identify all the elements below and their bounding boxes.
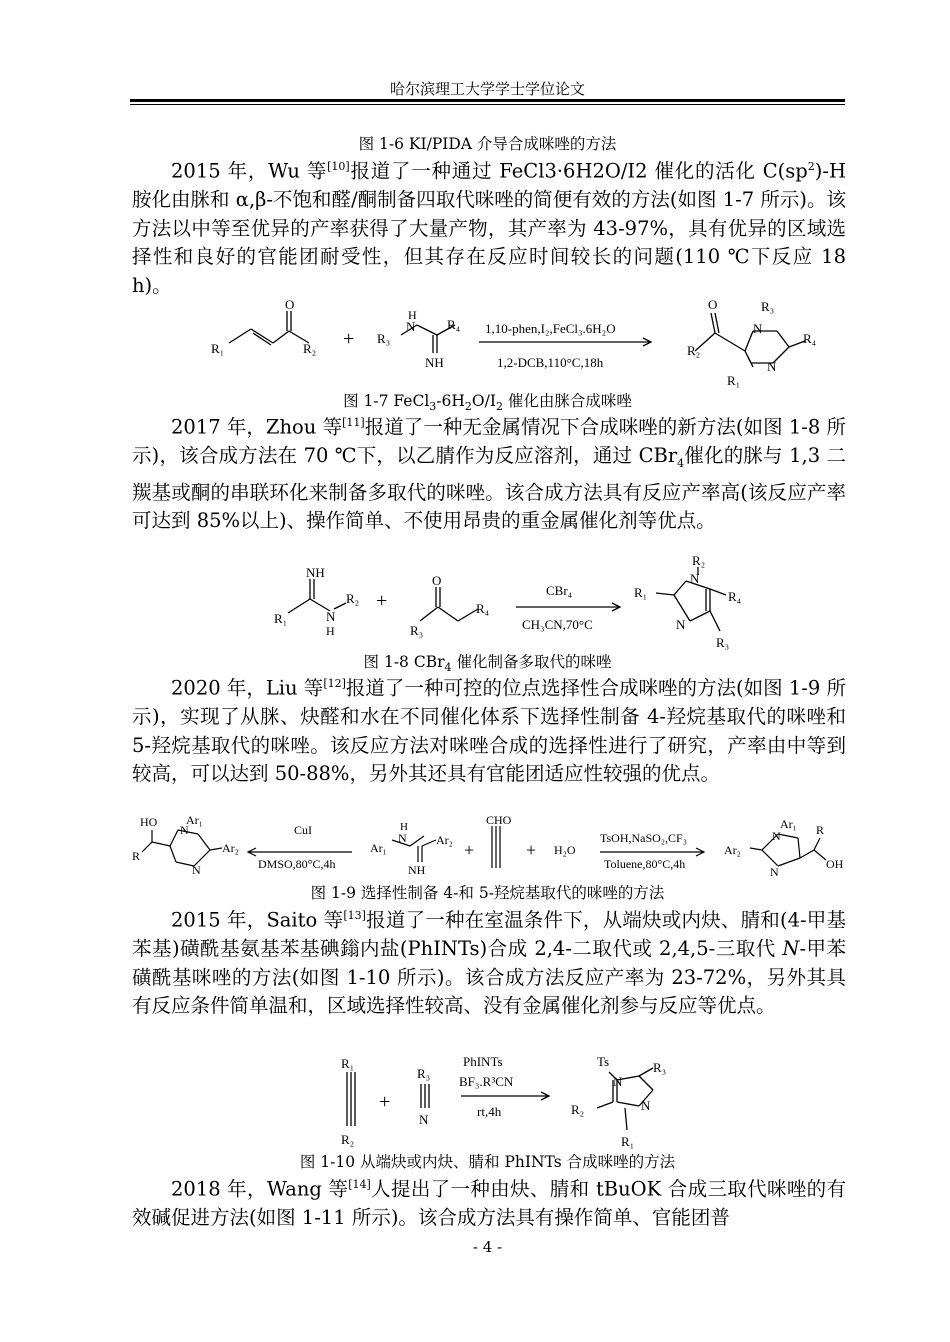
fig110-n: N (419, 1112, 429, 1127)
fig17-prod-o: O (708, 297, 718, 312)
fig17-cap-d: 催化由脒合成咪唑 (502, 392, 632, 410)
fig17-h: H (408, 308, 417, 322)
figure-1-9-scheme (130, 812, 850, 880)
fig18-cond-top: CBr₄ (546, 583, 573, 598)
p1-text-b: 报道了一种通过 FeCl3·6H2O/I2 催化的活化 C(sp (349, 159, 808, 183)
fig18-r2: R₂ (346, 591, 360, 606)
fig19-cond-right-top: TsOH,NaSO₂,CF₃ (600, 831, 687, 845)
p3-text-a: 2020 年，Liu 等 (171, 676, 324, 700)
fig17-r2: R₂ (303, 341, 317, 356)
fig18-o: O (432, 573, 442, 588)
fig110-r2: R₂ (341, 1132, 355, 1147)
p3-ref: [12] (323, 677, 346, 690)
fig17-cond-bottom: 1,2-DCB,110°C,18h (497, 355, 604, 370)
fig17-prod-r1: R₁ (727, 373, 741, 388)
fig17-prod-n1: N (753, 321, 763, 336)
fig18-prod-r4: R₄ (728, 589, 742, 604)
fig110-prod-ts: Ts (597, 1054, 610, 1069)
p4-text-b: 报道了一种在室温条件下，从端炔或内炔、腈和(4-甲基苯基)磺酰基氨基苯基碘鎓内盐(PhINTs)合成 2,4-二取代或 2,4,5-三取代 (132, 908, 846, 961)
p1-ref: [10] (327, 160, 350, 173)
fig18-prod-r2: R₂ (692, 553, 706, 568)
figure-1-8-scheme (270, 553, 780, 650)
header-rule-thin (130, 104, 845, 105)
fig110-prod-r2: R₂ (571, 1102, 585, 1117)
p4-italic-n: N (782, 937, 800, 961)
fig19-right-r: R (816, 823, 825, 837)
p2-ref: [11] (342, 416, 365, 429)
figure-1-7-scheme (205, 295, 825, 388)
fig19-right-ar1: Ar₁ (780, 817, 797, 831)
fig17-cap-b: -6H (436, 392, 465, 410)
fig19-right-ar2: Ar₂ (724, 843, 741, 857)
fig18-r4: R₄ (476, 601, 490, 616)
p3-text-b: 报道了一种可控的位点选择性合成咪唑的方法(如图 1-9 所示)，实现了从脒、炔醛和水在不同催化体系下选择性制备 4-羟烷基取代的咪唑和 5-羟烷基取代的咪唑。该反应方法对咪唑合成的选择性进行了研究，产率由中等到较高，可以达到 50-88%，另外其还具有官能团适应性较强的优点。 (132, 676, 846, 786)
fig18-cap-b: 催化制备多取代的咪唑 (451, 653, 612, 671)
fig110-prod-n2: N (641, 1098, 651, 1113)
fig18-prod-n2: N (676, 617, 686, 632)
paragraph-saito (132, 902, 846, 1021)
fig19-cond-left-top: CuI (294, 823, 312, 837)
p5-ref: [14] (348, 1178, 371, 1191)
fig19-right-n1: N (772, 829, 781, 843)
fig110-cond-top2: BF₃.R³CN (459, 1074, 514, 1089)
p4-text-c: -甲苯磺酰基咪唑的方法(如图 1-10 所示)。该合成方法反应产率为 23-72%，另外其具有反应条件简单温和，区域选择性较高、没有金属催化剂参与反应等优点。 (132, 937, 846, 1018)
fig19-right-n2: N (770, 865, 779, 879)
fig19-plus2: + (526, 840, 537, 860)
fig18-cap-a: 图 1-8 CBr (363, 653, 445, 671)
p2-text-a: 2017 年，Zhou 等 (171, 415, 343, 439)
header-rule-thick (130, 99, 845, 102)
fig17-r3: R₃ (377, 331, 391, 346)
fig18-cap-sub: 4 (444, 661, 452, 675)
fig17-r1: R₁ (211, 341, 225, 356)
fig18-h: H (326, 624, 335, 638)
fig19-cond-right-bottom: Toluene,80°C,4h (604, 857, 686, 871)
fig18-cond-bottom: CH₃CN,70°C (522, 617, 593, 632)
running-header: 哈尔滨理工大学学士学位论文 (389, 80, 585, 98)
fig17-n: N (406, 319, 416, 334)
paragraph-wu (132, 153, 846, 300)
fig18-prod-r3: R₃ (716, 635, 730, 650)
fig18-prod-n1: N (690, 571, 700, 586)
fig19-amidine-nh: NH (408, 863, 426, 877)
p5-text-a: 2018 年，Wang 等 (171, 1177, 349, 1201)
fig17-cap-sub1: 3 (429, 400, 437, 414)
fig17-cond-top: 1,10-phen,I₂,FeCl₃.6H₂O (485, 321, 616, 336)
fig18-plus: + (376, 590, 388, 612)
fig110-cond-bottom: rt,4h (477, 1104, 502, 1119)
fig18-prod-r1: R₁ (634, 585, 648, 600)
p2-text-b: 报道了一种无金属情况下合成咪唑的新方法(如图 1-8 所示)，该合成方法在 70 ℃下，以乙腈作为反应溶剂，通过 CBr (132, 415, 846, 468)
paragraph-wang (132, 1171, 846, 1233)
fig19-plus1: + (464, 840, 475, 860)
fig110-prod-r3: R₃ (653, 1060, 667, 1075)
fig17-prod-r4: R₄ (803, 331, 817, 346)
fig19-amidine-h: H (400, 821, 408, 833)
fig19-cond-left-bottom: DMSO,80°C,4h (258, 857, 336, 871)
figure-1-6-caption: 图 1-6 KI/PIDA 介导合成咪唑的方法 (358, 135, 617, 153)
fig17-cap-c: O/I (471, 392, 496, 410)
fig19-h2o: H₂O (554, 843, 576, 857)
paragraph-zhou (132, 409, 846, 536)
fig110-r3: R₃ (417, 1066, 431, 1081)
p2-text-c: 催化的脒与 1,3 二羰基或酮的串联环化来制备多取代的咪唑。该合成方法具有反应产率高(该反应产率可达到 85%以上)、操作简单、不使用昂贵的重金属催化剂等优点。 (132, 444, 846, 533)
paragraph-liu (132, 670, 846, 789)
fig18-r1: R₁ (274, 611, 288, 626)
fig19-left-n2: N (192, 863, 201, 877)
fig19-left-ho: HO (140, 815, 158, 829)
fig19-left-ar1: Ar₁ (186, 813, 203, 827)
p1-text-a: 2015 年，Wu 等 (171, 159, 328, 183)
fig110-prod-n1: N (613, 1074, 623, 1089)
fig17-nh: NH (425, 355, 444, 370)
fig19-left-r: R (132, 849, 141, 863)
fig18-nh: NH (306, 565, 325, 580)
fig19-amidine-n: N (398, 831, 407, 845)
fig19-left-ar2: Ar₂ (222, 841, 239, 855)
fig17-cap-sub2: 2 (464, 400, 472, 414)
figure-1-10-scheme (335, 1050, 695, 1148)
fig19-amidine-ar1: Ar₁ (370, 841, 387, 855)
fig17-prod-r2: R₂ (687, 343, 701, 358)
fig17-prod-n2: N (767, 359, 777, 374)
p1-sup: 2 (807, 160, 815, 173)
fig17-r4: R₄ (447, 317, 461, 332)
fig17-prod-r3: R₃ (761, 299, 775, 314)
p1-text-c: )-H 胺化由脒和 α,β-不饱和醛/酮制备四取代咪唑的简便有效的方法(如图 1-7 所示)。该方法以中等至优异的产率获得了大量产物，其产率为 43-97%，具有优异的区域选择性和良好的官能团耐受性，但其存在反应时间较长的问题(110 ℃下反应 18 h)。 (132, 159, 846, 297)
fig110-cond-top1: PhINTs (463, 1054, 503, 1069)
fig19-left-n1: N (180, 823, 189, 837)
fig110-r1: R₁ (341, 1056, 355, 1071)
fig18-n: N (326, 609, 336, 624)
fig17-o: O (285, 297, 295, 312)
fig17-plus: + (343, 328, 355, 350)
fig18-r3: R₃ (410, 623, 424, 638)
fig110-plus: + (379, 1091, 391, 1113)
fig19-right-oh: OH (826, 857, 844, 871)
figure-1-10-caption: 图 1-10 从端炔或内炔、腈和 PhINTs 合成咪唑的方法 (299, 1153, 676, 1171)
fig19-amidine-ar2: Ar₂ (436, 833, 453, 847)
page-number: - 4 - (472, 1238, 503, 1256)
p2-sub: 4 (677, 456, 685, 470)
p4-text-a: 2015 年，Saito 等 (171, 908, 344, 932)
p4-ref: [13] (343, 909, 366, 922)
p5-text-b: 人提出了一种由炔、腈和 tBuOK 合成三取代咪唑的有效碱促进方法(如图 1-11 所示)。该合成方法具有操作简单、官能团普 (132, 1177, 846, 1230)
fig110-prod-r1: R₁ (621, 1134, 635, 1149)
fig17-cap-sub3: 2 (495, 400, 503, 414)
figure-1-9-caption: 图 1-9 选择性制备 4-和 5-羟烷基取代的咪唑的方法 (310, 884, 665, 902)
fig17-cap-a: 图 1-7 FeCl (343, 392, 430, 410)
fig19-cho: CHO (486, 813, 512, 827)
